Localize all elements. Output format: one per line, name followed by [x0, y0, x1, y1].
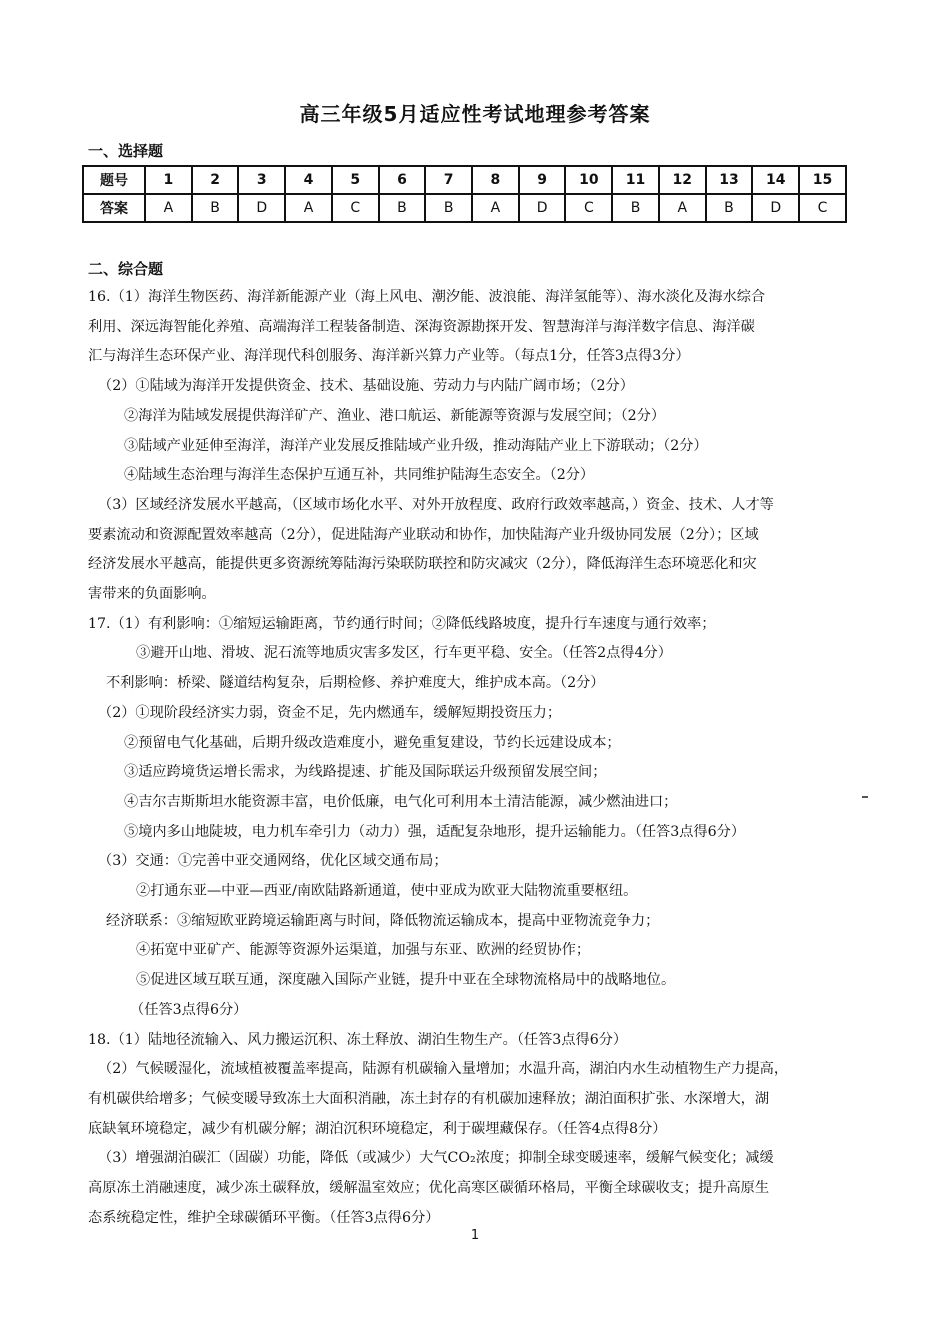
- table-cell: 4: [285, 166, 332, 194]
- table-cell: A: [472, 194, 519, 222]
- table-cell: D: [752, 194, 799, 222]
- text-line: 底缺氧环境稳定，减少有机碳分解；湖泊沉积环境稳定，利于碳埋藏保存。（任答4点得8分）: [88, 1120, 667, 1137]
- answer-table: [82, 165, 847, 223]
- text-line: ③陆域产业延伸至海洋，海洋产业发展反推陆域产业升级，推动海陆产业上下游联动；（2分）: [124, 437, 708, 454]
- table-header-cell: 题号: [83, 166, 145, 194]
- table-cell: A: [659, 194, 706, 222]
- text-line: 16.（1）海洋生物医药、海洋新能源产业（海上风电、潮汐能、波浪能、海洋氢能等）、海水淡化及海水综合: [88, 289, 766, 305]
- table-cell: 7: [425, 166, 472, 194]
- table-header-cell: 答案: [83, 194, 145, 222]
- table-cell: 15: [799, 166, 846, 194]
- page-number: 1: [470, 1228, 480, 1243]
- text-line: （3）交通：①完善中亚交通网络，优化区域交通布局；: [98, 853, 448, 870]
- text-line: ⑤促进区域互联互通，深度融入国际产业链，提升中亚在全球物流格局中的战略地位。: [136, 972, 676, 989]
- text-line: （2）①陆域为海洋开发提供资金、技术、基础设施、劳动力与内陆广阔市场；（2分）: [98, 378, 634, 395]
- text-line: 不利影响：桥梁、隧道结构复杂，后期检修、养护难度大，维护成本高。（2分）: [106, 675, 605, 692]
- section-heading-comprehensive: 二、综合题: [88, 260, 164, 278]
- table-cell: B: [425, 194, 472, 222]
- text-line: 17.（1）有利影响：①缩短运输距离，节约通行时间；②降低线路坡度，提升行车速度与通行效率；: [88, 615, 716, 632]
- table-cell: 5: [332, 166, 379, 194]
- text-line: （2）气候暖湿化，流域植被覆盖率提高，陆源有机碳输入量增加；水温升高，湖泊内水生动植物生产力提高，: [98, 1061, 789, 1078]
- scan-speck: [862, 796, 868, 798]
- text-line: （2）①现阶段经济实力弱，资金不足，先内燃通车，缓解短期投资压力；: [98, 704, 562, 721]
- table-cell: 11: [612, 166, 659, 194]
- table-cell: B: [192, 194, 239, 222]
- table-cell: B: [612, 194, 659, 222]
- table-cell: A: [145, 194, 192, 222]
- page-title: 高三年级5月适应性考试地理参考答案: [299, 102, 651, 126]
- text-line: 高原冻土消融速度，减少冻土碳释放，缓解温室效应；优化高寒区碳循环格局，平衡全球碳收支；提升高原生: [88, 1180, 770, 1197]
- table-cell: D: [519, 194, 566, 222]
- table-cell: C: [565, 194, 612, 222]
- text-line: ④吉尔吉斯斯坦水能资源丰富，电价低廉，电气化可利用本土清洁能源，减少燃油进口；: [124, 793, 678, 810]
- text-line: ⑤境内多山地陡坡，电力机车牵引力（动力）强，适配复杂地形，提升运输能力。（任答3点得6分）: [124, 823, 746, 840]
- table-cell: C: [332, 194, 379, 222]
- table-cell: C: [799, 194, 846, 222]
- text-line: （任答3点得6分）: [130, 1001, 248, 1018]
- table-cell: 2: [192, 166, 239, 194]
- text-line: ②海洋为陆域发展提供海洋矿产、渔业、港口航运、新能源等资源与发展空间；（2分）: [124, 407, 666, 424]
- text-line: 要素流动和资源配置效率越高（2分），促进陆海产业联动和协作，加快陆海产业升级协同发展（2分）；区域: [88, 526, 759, 543]
- table-cell: 9: [519, 166, 566, 194]
- table-cell: B: [706, 194, 753, 222]
- text-line: 经济发展水平越高，能提供更多资源统筹陆海污染联防联控和防灾减灾（2分），降低海洋生态环境恶化和灾: [88, 556, 757, 573]
- table-cell: A: [285, 194, 332, 222]
- text-line: ②打通东亚—中亚—西亚/南欧陆路新通道，使中亚成为欧亚大陆物流重要枢纽。: [136, 883, 638, 900]
- text-line: （3）区域经济发展水平越高，（区域市场化水平、对外开放程度、政府行政效率越高，）资金、技术、人才等: [98, 496, 774, 513]
- text-line: 利用、深远海智能化养殖、高端海洋工程装备制造、深海资源勘探开发、智慧海洋与海洋数字信息、海洋碳: [88, 318, 755, 335]
- text-line: 经济联系：③缩短欧亚跨境运输距离与时间，降低物流运输成本，提高中亚物流竞争力；: [106, 912, 660, 929]
- text-line: 18.（1）陆地径流输入、风力搬运沉积、冻土释放、湖泊生物生产。（任答3点得6分）: [88, 1031, 628, 1048]
- table-cell: 13: [706, 166, 753, 194]
- text-line: 汇与海洋生态环保产业、海洋现代科创服务、海洋新兴算力产业等。（每点1分，任答3点得3分）: [88, 348, 690, 365]
- table-row-numbers: [83, 166, 846, 194]
- text-line: 有机碳供给增多；气候变暖导致冻土大面积消融，冻土封存的有机碳加速释放；湖泊面积扩张、水深增大，湖: [88, 1090, 770, 1107]
- text-line: 态系统稳定性，维护全球碳循环平衡。（任答3点得6分）: [88, 1209, 440, 1226]
- text-line: 害带来的负面影响。: [88, 586, 216, 603]
- table-cell: 1: [145, 166, 192, 194]
- table-cell: D: [238, 194, 285, 222]
- text-line: ③适应跨境货运增长需求，为线路提速、扩能及国际联运升级预留发展空间；: [124, 764, 607, 781]
- table-row-answers: [83, 194, 846, 222]
- text-line: ②预留电气化基础，后期升级改造难度小，避免重复建设，节约长远建设成本；: [124, 734, 621, 751]
- table-cell: 14: [752, 166, 799, 194]
- table-cell: 6: [379, 166, 426, 194]
- table-cell: 8: [472, 166, 519, 194]
- text-line: ④陆域生态治理与海洋生态保护互通互补，共同维护陆海生态安全。（2分）: [124, 467, 595, 484]
- table-cell: 10: [565, 166, 612, 194]
- section-heading-choice: 一、选择题: [88, 142, 164, 160]
- text-line: （3）增强湖泊碳汇（固碳）功能，降低（或减少）大气CO₂浓度；抑制全球变暖速率，缓解气候变化；减缓: [98, 1150, 774, 1167]
- table-cell: 12: [659, 166, 706, 194]
- table-cell: B: [379, 194, 426, 222]
- text-line: ③避开山地、滑坡、泥石流等地质灾害多发区，行车更平稳、安全。（任答2点得4分）: [136, 645, 672, 662]
- text-line: ④拓宽中亚矿产、能源等资源外运渠道，加强与东亚、欧洲的经贸协作；: [136, 942, 591, 959]
- answer-body: [88, 283, 878, 1234]
- table-cell: 3: [238, 166, 285, 194]
